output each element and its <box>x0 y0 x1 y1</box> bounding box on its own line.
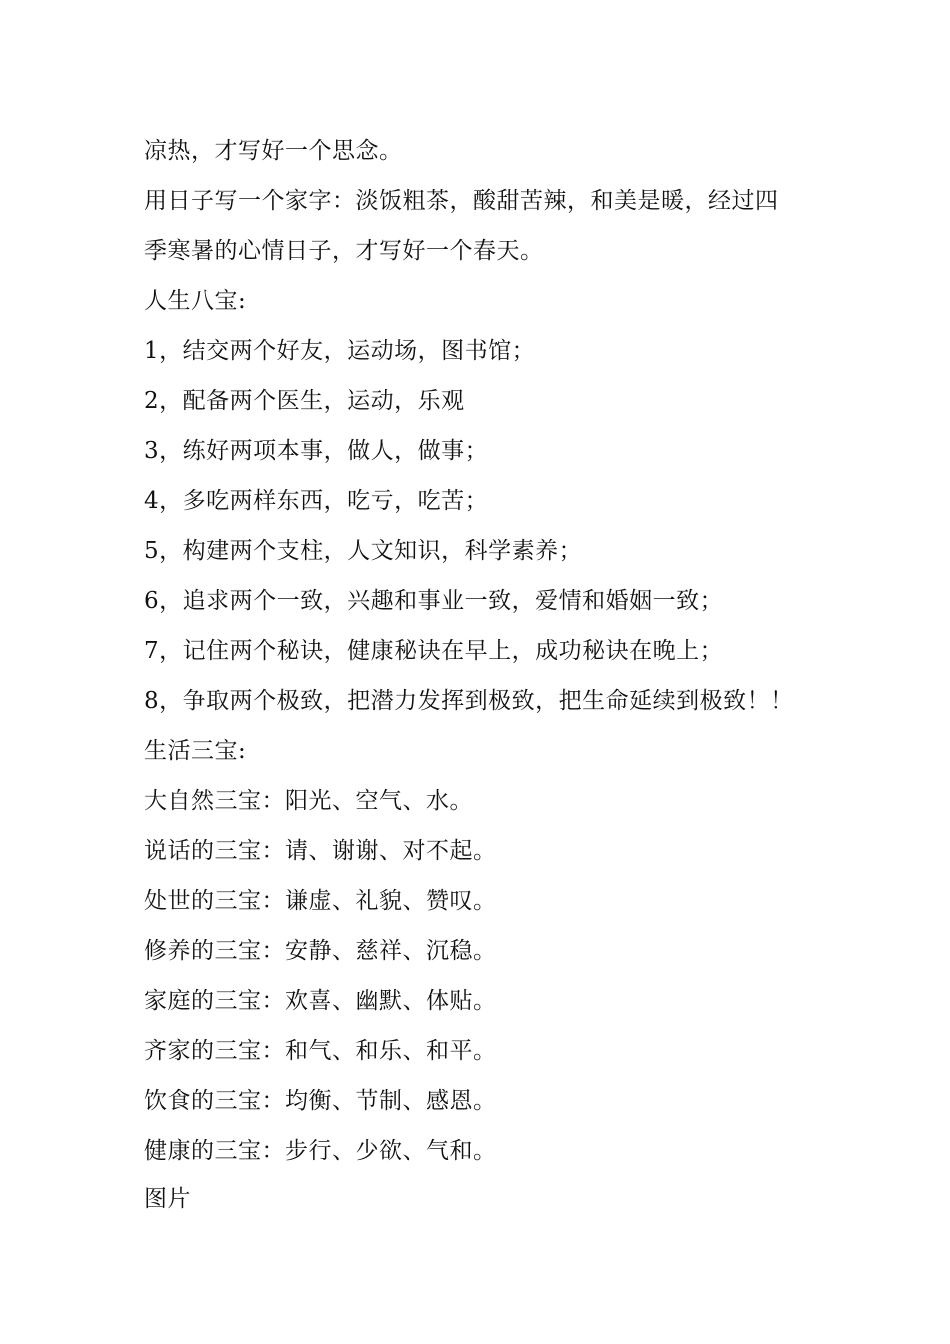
list-item-2: 2，配备两个医生，运动，乐观 <box>144 388 465 414</box>
list-item-5: 5，构建两个支柱，人文知识，科学素养； <box>144 538 583 564</box>
list-item-8: 8，争取两个极致，把潜力发挥到极致，把生命延续到极致！！ <box>144 688 794 714</box>
treasure-line-diet: 饮食的三宝：均衡、节制、感恩。 <box>144 1088 497 1114</box>
list-item-1: 1，结交两个好友，运动场，图书馆； <box>144 338 536 364</box>
treasure-line-health: 健康的三宝：步行、少欲、气和。 <box>144 1138 497 1164</box>
treasure-line-conduct: 处世的三宝：谦虚、礼貌、赞叹。 <box>144 888 497 914</box>
list-item-3: 3，练好两项本事，做人，做事； <box>144 438 489 464</box>
text-line-3: 季寒暑的心情日子，才写好一个春天。 <box>144 238 544 264</box>
list-item-6: 6，追求两个一致，兴趣和事业一致，爱情和婚姻一致； <box>144 588 724 614</box>
section-heading-life-three-treasures: 生活三宝: <box>144 738 247 764</box>
treasure-line-household: 齐家的三宝：和气、和乐、和平。 <box>144 1038 497 1064</box>
text-line-1: 凉热，才写好一个思念。 <box>144 138 403 164</box>
treasure-line-speech: 说话的三宝：请、谢谢、对不起。 <box>144 838 497 864</box>
section-heading-life-eight-treasures: 人生八宝: <box>144 288 247 314</box>
list-item-7: 7，记住两个秘诀，健康秘诀在早上，成功秘诀在晚上； <box>144 638 724 664</box>
list-item-4: 4，多吃两样东西，吃亏，吃苦； <box>144 488 489 514</box>
treasure-line-cultivation: 修养的三宝：安静、慈祥、沉稳。 <box>144 938 497 964</box>
image-caption: 图片 <box>144 1186 191 1212</box>
treasure-line-family: 家庭的三宝：欢喜、幽默、体贴。 <box>144 988 497 1014</box>
text-line-2: 用日子写一个家字：淡饭粗茶，酸甜苦辣，和美是暖，经过四 <box>144 188 779 214</box>
treasure-line-nature: 大自然三宝：阳光、空气、水。 <box>144 788 473 814</box>
